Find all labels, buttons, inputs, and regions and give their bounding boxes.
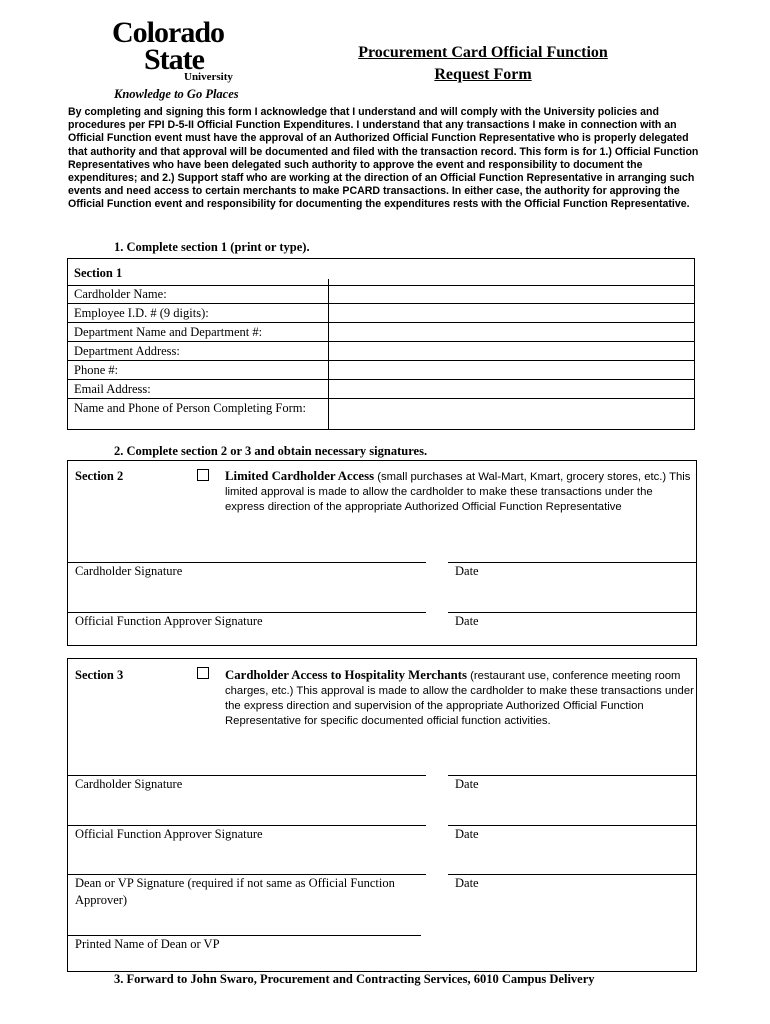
section-1-row-email bbox=[68, 379, 694, 398]
section-3-printed-name-label: Printed Name of Dean or VP bbox=[75, 937, 220, 951]
section-3-approver-date-line[interactable] bbox=[448, 825, 696, 826]
section-2-option-text: (small purchases at Wal-Mart, Kmart, grocery stores, etc.) This limited approval is made to allow the cardholder to make these transactions under the express direction of the appropriate Authorized Official Function Representative bbox=[225, 471, 691, 513]
field-input-person-completing[interactable] bbox=[329, 399, 694, 429]
section-2-description bbox=[225, 469, 695, 515]
field-input-email[interactable] bbox=[329, 380, 694, 398]
field-label-phone: Phone #: bbox=[74, 363, 119, 377]
field-label-email: Email Address: bbox=[74, 382, 151, 396]
field-label-employee-id: Employee I.D. # (9 digits): bbox=[74, 306, 209, 320]
field-input-department-address[interactable] bbox=[329, 342, 694, 360]
section-3-dean-signature-label: Dean or VP Signature (required if not same as Official Function Approver) bbox=[75, 876, 395, 907]
field-input-phone[interactable] bbox=[329, 361, 694, 379]
section-1-row-person-completing bbox=[68, 398, 694, 429]
section-2-cardholder-date-line[interactable] bbox=[448, 562, 696, 563]
field-input-department-name[interactable] bbox=[329, 323, 694, 341]
section-3-cardholder-date-line[interactable] bbox=[448, 775, 696, 776]
section-1-row-employee-id bbox=[68, 303, 694, 322]
field-input-employee-id[interactable] bbox=[329, 304, 694, 322]
field-input-cardholder-name[interactable] bbox=[329, 286, 694, 303]
section-3-description bbox=[225, 668, 695, 729]
intro-paragraph: By completing and signing this form I acknowledge that I understand and will comply with the University policies and procedures per FPI D-5-II Official Function Expenditures. I understand that any transactions I make in connection with an Official Function event must have the approval of an Authorized Official Function Representative who is properly delegated that authority and that approval will be documented and filed with the transaction record. This form is for 1.) Official Function Representatives who have been delegated such authority to approve the event and responsibility to document the expenditures; and 2.) Support staff who are working at the direction of an Official Function Representative in arranging such events and need access to certain merchants to make PCARD transactions. In either case, the authority for approving the Official Function event and responsibility for documenting the expenditures rests with the Official Function Representative. bbox=[68, 106, 699, 211]
section-1-row-department-address bbox=[68, 341, 694, 360]
section-1-row-cardholder-name bbox=[68, 285, 694, 303]
section-2-approver-date-line[interactable] bbox=[448, 612, 696, 613]
university-logo bbox=[110, 18, 260, 106]
field-label-department-address: Department Address: bbox=[74, 344, 180, 358]
section-2-checkbox[interactable] bbox=[197, 469, 209, 481]
logo-word-colorado: Colorado bbox=[112, 16, 224, 49]
section-1-row-department-name bbox=[68, 322, 694, 341]
section-1-heading: Section 1 bbox=[74, 266, 123, 280]
section-2-cardholder-date-label: Date bbox=[455, 564, 479, 578]
section-2-approver-date-label: Date bbox=[455, 614, 479, 628]
form-title-line-1: Procurement Card Official Function bbox=[358, 44, 608, 61]
section-3-checkbox[interactable] bbox=[197, 667, 209, 679]
field-label-department-name: Department Name and Department #: bbox=[74, 325, 263, 339]
section-3-cardholder-date-label: Date bbox=[455, 777, 479, 791]
section-1-row-phone bbox=[68, 360, 694, 379]
section-3-approver-signature-label: Official Function Approver Signature bbox=[75, 827, 263, 841]
logo-word-university: University bbox=[184, 71, 233, 83]
section-2-cardholder-signature-label: Cardholder Signature bbox=[75, 564, 183, 578]
section-3-option-text: (restaurant use, conference meeting room charges, etc.) This approval is made to allow the cardholder to make these transactions under the express direction and supervision of the appropriate Authorized Official Function Representative for specific documented official function activities. bbox=[225, 670, 694, 727]
section-3-cardholder-signature-label: Cardholder Signature bbox=[75, 777, 183, 791]
form-title-line-2: Request Form bbox=[434, 66, 532, 83]
field-label-cardholder-name: Cardholder Name: bbox=[74, 287, 167, 301]
section-3-option-title: Cardholder Access to Hospitality Merchants bbox=[225, 668, 467, 682]
step-2-instruction: 2. Complete section 2 or 3 and obtain necessary signatures. bbox=[114, 444, 428, 458]
section-3-heading: Section 3 bbox=[75, 668, 124, 682]
logo-word-state: State bbox=[144, 43, 204, 76]
section-3-dean-date-line[interactable] bbox=[448, 874, 696, 875]
section-2-option-title: Limited Cardholder Access bbox=[225, 469, 375, 483]
section-2-heading: Section 2 bbox=[75, 469, 124, 483]
section-1-table bbox=[67, 258, 695, 430]
field-label-person-completing: Name and Phone of Person Completing Form: bbox=[74, 401, 306, 415]
section-3-dean-date-label: Date bbox=[455, 876, 479, 890]
step-1-instruction: 1. Complete section 1 (print or type). bbox=[114, 240, 310, 254]
logo-tagline: Knowledge to Go Places bbox=[114, 87, 239, 101]
section-3-approver-date-label: Date bbox=[455, 827, 479, 841]
step-3-instruction: 3. Forward to John Swaro, Procurement and Contracting Services, 6010 Campus Delivery bbox=[114, 972, 595, 986]
section-2-approver-signature-label: Official Function Approver Signature bbox=[75, 614, 263, 628]
